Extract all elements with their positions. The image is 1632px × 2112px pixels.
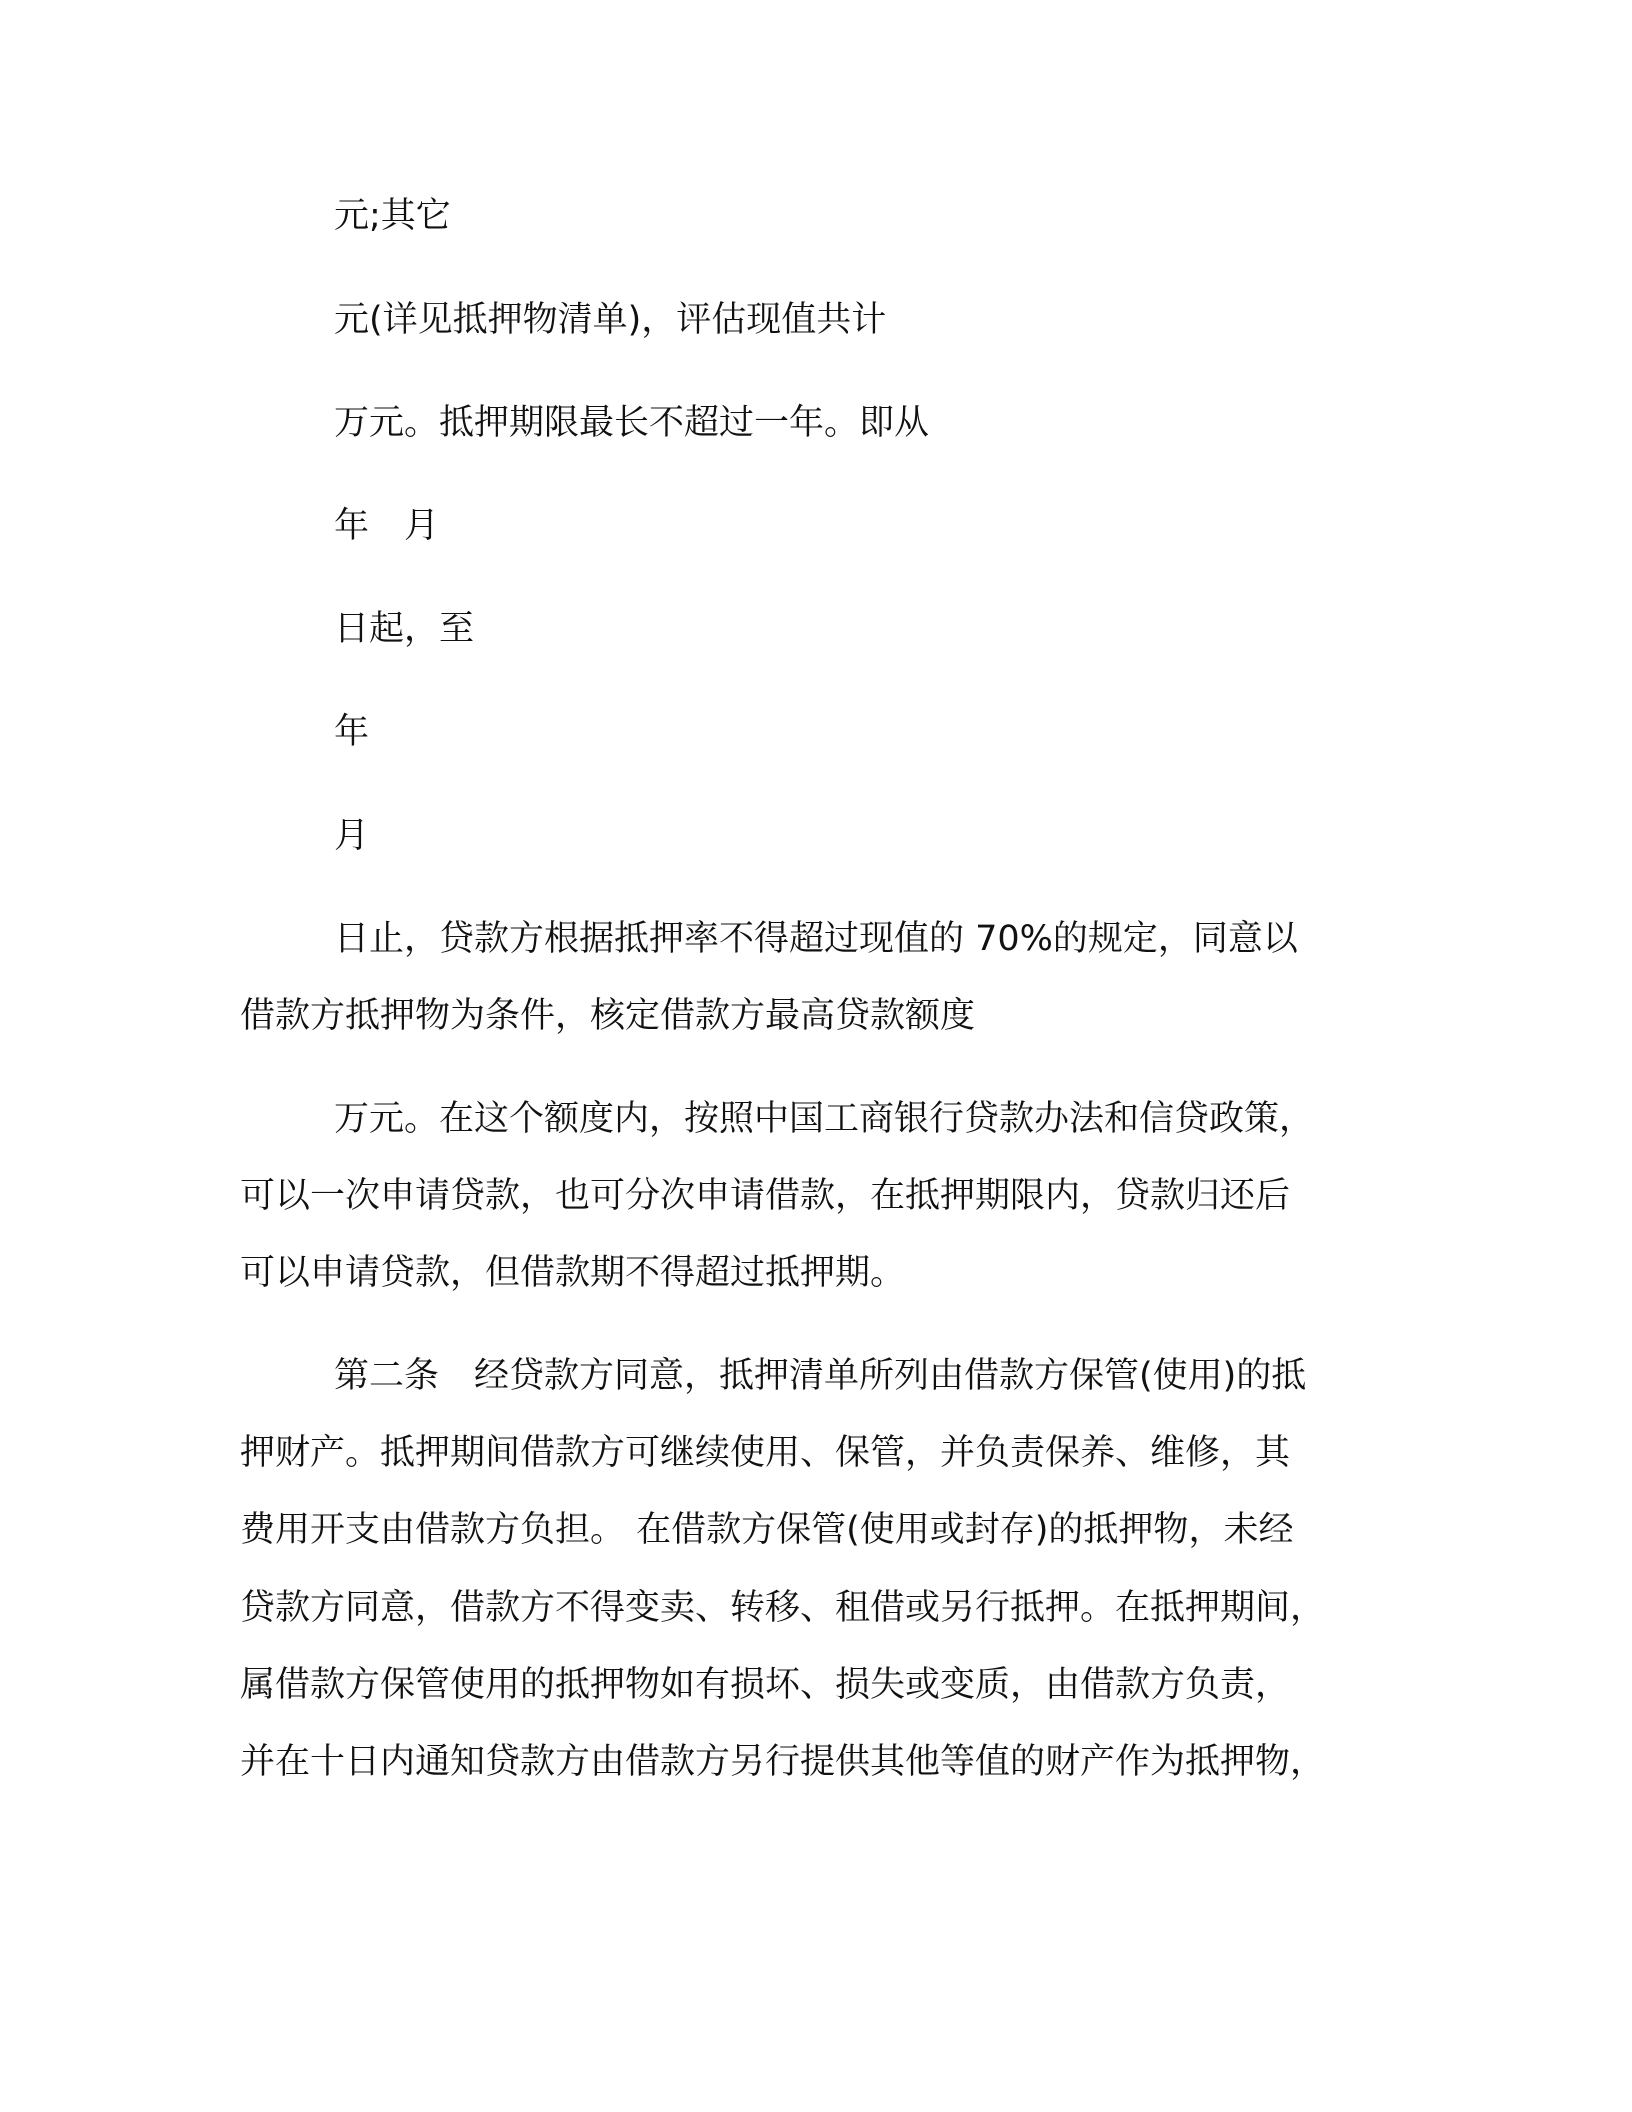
- paragraph-line: 日止，贷款方根据抵押率不得超过现值的 70%的规定，同意以: [334, 919, 1298, 959]
- paragraph-line: 借款方抵押物为条件，核定借款方最高贷款额度: [240, 996, 976, 1036]
- article-two-line: 并在十日内通知贷款方由借款方另行提供其他等值的财产作为抵押物，: [240, 1742, 1326, 1782]
- paragraph-line: 万元。在这个额度内，按照中国工商银行贷款办法和信贷政策，: [334, 1099, 1315, 1139]
- article-two-line: 押财产。抵押期间借款方可继续使用、保管，并负责保养、维修，其: [240, 1433, 1291, 1473]
- article-two-line: 费用开支由借款方负担。 在借款方保管(使用或封存)的抵押物，未经: [240, 1510, 1294, 1550]
- article-two-line: 第二条 经贷款方同意，抵押清单所列由借款方保管(使用)的抵: [334, 1356, 1307, 1396]
- paragraph-line: 可以申请贷款，但借款期不得超过抵押期。: [240, 1253, 906, 1293]
- paragraph-line: 可以一次申请贷款，也可分次申请借款，在抵押期限内，贷款归还后: [240, 1176, 1291, 1216]
- text-line: 日起，至: [334, 609, 475, 649]
- text-line: 万元。抵押期限最长不超过一年。即从: [334, 403, 930, 443]
- article-two-line: 属借款方保管使用的抵押物如有损坏、损失或变质，由借款方负责，: [240, 1665, 1291, 1705]
- text-line: 年: [334, 712, 370, 752]
- text-line: 月: [334, 816, 370, 856]
- text-line: 元(详见抵押物清单)，评估现值共计: [334, 300, 887, 340]
- text-line: 年 月: [334, 506, 440, 546]
- article-two-line: 贷款方同意，借款方不得变卖、转移、租借或另行抵押。在抵押期间，: [240, 1588, 1326, 1628]
- text-line: 元;其它: [334, 196, 451, 236]
